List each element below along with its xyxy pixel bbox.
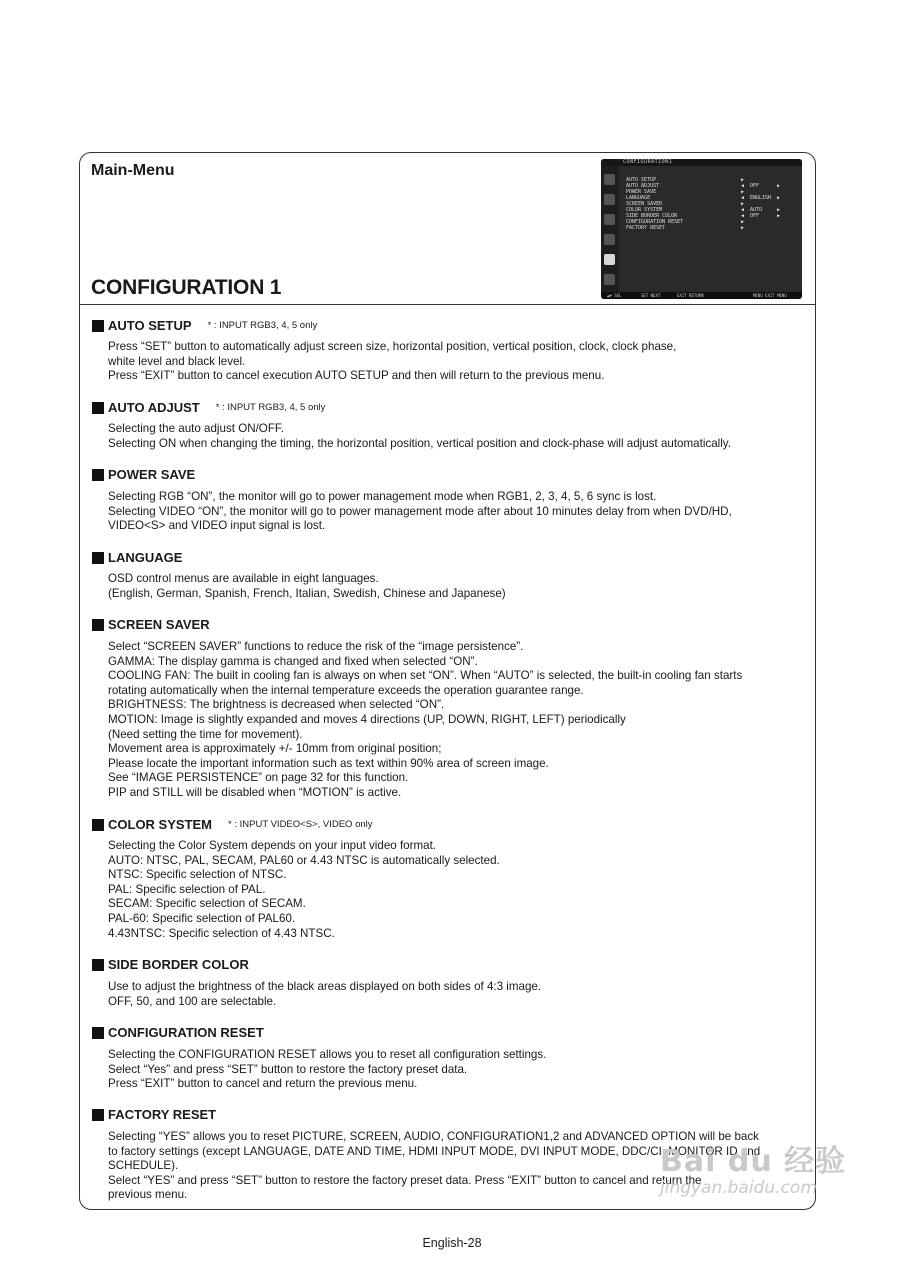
pip-icon bbox=[604, 234, 615, 245]
osd-row-label: AUTO SETUP bbox=[626, 177, 657, 183]
watermark-url: jingyan.baidu.com bbox=[660, 1178, 817, 1198]
body-line: 4.43NTSC: Specific selection of 4.43 NTSC. bbox=[108, 926, 335, 940]
section-title-text: POWER SAVE bbox=[108, 467, 196, 482]
body-line: Selecting VIDEO “ON”, the monitor will go to power management mode after about 10 minutes delay from when DVD/HD, bbox=[108, 504, 732, 518]
body-line: white level and black level. bbox=[108, 354, 246, 368]
bullet-square-icon bbox=[92, 959, 104, 971]
section-title-text: COLOR SYSTEM bbox=[108, 817, 213, 832]
body-line: OFF, 50, and 100 are selectable. bbox=[108, 994, 277, 1008]
body-line: AUTO: NTSC, PAL, SECAM, PAL60 or 4.43 NTSC is automatically selected. bbox=[108, 853, 500, 867]
osd-row-label: SIDE BORDER COLOR bbox=[626, 213, 678, 219]
section-note: * : INPUT RGB3, 4, 5 only bbox=[215, 402, 326, 413]
section-title-color-system bbox=[92, 817, 373, 832]
osd-row-label: SCREEN SAVER bbox=[626, 201, 663, 207]
body-line: VIDEO<S> and VIDEO input signal is lost. bbox=[108, 519, 326, 533]
section-body-power-save bbox=[108, 490, 798, 534]
section-title-text: FACTORY RESET bbox=[108, 1107, 217, 1122]
osd-row-arrow-icon: ▶ bbox=[741, 225, 745, 231]
osd-row-label: COLOR SYSTEM bbox=[626, 207, 663, 213]
section-title-text: LANGUAGE bbox=[108, 550, 183, 565]
osd-row-arrow-right-icon: ▶ bbox=[777, 195, 781, 201]
body-line: PAL-60: Specific selection of PAL60. bbox=[108, 911, 296, 925]
divider bbox=[80, 304, 816, 305]
bullet-square-icon bbox=[92, 320, 104, 332]
body-line: Selecting the Color System depends on your input video format. bbox=[108, 839, 437, 852]
osd-row-label: AUTO ADJUST bbox=[626, 183, 660, 189]
body-line: Selecting the CONFIGURATION RESET allows you to reset all configuration settings. bbox=[108, 1048, 547, 1061]
section-note: * : INPUT RGB3, 4, 5 only bbox=[207, 320, 318, 331]
section-title-screen-saver bbox=[92, 617, 210, 632]
advanced-option-icon bbox=[604, 274, 615, 285]
audio-icon bbox=[604, 214, 615, 225]
page-number: English-28 bbox=[422, 1236, 482, 1250]
section-body-language bbox=[108, 572, 798, 601]
bullet-square-icon bbox=[92, 619, 104, 631]
section-title-text: SIDE BORDER COLOR bbox=[108, 957, 249, 972]
body-line: Please locate the important information such as text within 90% area of screen image. bbox=[108, 756, 549, 770]
body-line: Press “EXIT” button to cancel execution AUTO SETUP and then will return to the previous menu. bbox=[108, 369, 605, 383]
body-line: Press “EXIT” button to cancel and return the previous menu. bbox=[108, 1077, 418, 1091]
body-line: Select “YES” and press “SET” button to restore the factory preset data. Press “EXIT” button to cancel and return the bbox=[108, 1173, 702, 1187]
section-title-text: AUTO SETUP bbox=[108, 318, 192, 333]
bullet-square-icon bbox=[92, 402, 104, 414]
body-line: (Need setting the time for movement). bbox=[108, 727, 303, 741]
section-title-factory-reset bbox=[92, 1107, 216, 1122]
body-line: Selecting RGB “ON”, the monitor will go to power management mode when RGB1, 2, 3, 4, 5, 6 sync is lost. bbox=[108, 490, 657, 503]
section-title-side-border-color bbox=[92, 957, 249, 972]
screen-icon bbox=[604, 194, 615, 205]
osd-row-arrow-right-icon: ▶ bbox=[777, 213, 781, 219]
section-title-power-save bbox=[92, 467, 195, 482]
bullet-square-icon bbox=[92, 1027, 104, 1039]
osd-row-arrow-icon: ◀ bbox=[741, 195, 745, 201]
section-body-screen-saver bbox=[108, 640, 798, 801]
section-body-auto-setup bbox=[108, 340, 798, 384]
body-line: BRIGHTNESS: The brightness is decreased when selected “ON”. bbox=[108, 698, 445, 712]
bullet-square-icon bbox=[92, 819, 104, 831]
osd-icon-column bbox=[601, 166, 619, 292]
configuration-icon bbox=[604, 254, 615, 265]
osd-screenshot bbox=[601, 159, 802, 299]
section-body-side-border-color bbox=[108, 980, 798, 1009]
section-body-color-system bbox=[108, 839, 798, 941]
section-title-configuration-reset bbox=[92, 1025, 264, 1040]
osd-row-arrow-icon: ▶ bbox=[741, 219, 745, 225]
osd-row-label: POWER SAVE bbox=[626, 189, 657, 195]
osd-row-arrow-icon: ▶ bbox=[741, 201, 745, 207]
bullet-square-icon bbox=[92, 552, 104, 564]
page-title: CONFIGURATION 1 bbox=[91, 276, 282, 299]
section-note: * : INPUT VIDEO<S>, VIDEO only bbox=[228, 819, 373, 830]
body-line: Movement area is approximately +/- 10mm from original position; bbox=[108, 742, 442, 756]
body-line: Select “Yes” and press “SET” button to restore the factory preset data. bbox=[108, 1062, 468, 1076]
osd-row-value: AUTO bbox=[750, 207, 763, 213]
watermark bbox=[660, 1136, 846, 1198]
body-line: MOTION: Image is slightly expanded and moves 4 directions (UP, DOWN, RIGHT, LEFT) periodically bbox=[108, 712, 626, 726]
body-line: Selecting ON when changing the timing, the horizontal position, vertical position and clock-phase will adjust automatically. bbox=[108, 436, 731, 450]
section-body-auto-adjust bbox=[108, 422, 798, 451]
bullet-square-icon bbox=[92, 469, 104, 481]
section-body-configuration-reset bbox=[108, 1048, 798, 1092]
bullet-square-icon bbox=[92, 1109, 104, 1121]
body-line: PAL: Specific selection of PAL. bbox=[108, 882, 266, 896]
body-line: previous menu. bbox=[108, 1188, 188, 1202]
osd-footer bbox=[601, 292, 802, 299]
osd-footer-sel: ▲▼ SEL bbox=[607, 293, 622, 298]
body-line: SCHEDULE). bbox=[108, 1159, 179, 1173]
watermark-logo: Bai du 经验 bbox=[660, 1144, 847, 1179]
body-line: OSD control menus are available in eight languages. bbox=[108, 572, 379, 585]
body-line: NTSC: Specific selection of NTSC. bbox=[108, 868, 287, 882]
osd-footer-exit: MENU EXIT MENU bbox=[753, 293, 787, 298]
body-line: Press “SET” button to automatically adjust screen size, horizontal position, vertical position, clock, clock phase, bbox=[108, 340, 677, 353]
osd-row-value: ENGLISH bbox=[750, 195, 772, 201]
body-line: See “IMAGE PERSISTENCE” on page 32 for this function. bbox=[108, 771, 409, 785]
osd-row-arrow-icon: ◀ bbox=[741, 183, 745, 189]
body-line: COOLING FAN: The built in cooling fan is always on when set “ON”. When “AUTO” is selected, the built-in cooling fan starts bbox=[108, 669, 743, 683]
body-line: (English, German, Spanish, French, Italian, Swedish, Chinese and Japanese) bbox=[108, 586, 506, 600]
body-line: Selecting the auto adjust ON/OFF. bbox=[108, 422, 284, 435]
osd-row-arrow-icon: ▶ bbox=[741, 189, 745, 195]
osd-footer-next: SET NEXT bbox=[641, 293, 661, 298]
osd-row-arrow-icon: ◀ bbox=[741, 207, 745, 213]
body-line: Select “SCREEN SAVER” functions to reduce the risk of the “image persistence”. bbox=[108, 640, 524, 653]
section-title-text: SCREEN SAVER bbox=[108, 617, 210, 632]
osd-row-value: OFF bbox=[750, 183, 760, 189]
body-line: PIP and STILL will be disabled when “MOTION” is active. bbox=[108, 785, 402, 799]
section-title-text: AUTO ADJUST bbox=[108, 400, 200, 415]
osd-row-label: FACTORY RESET bbox=[626, 225, 666, 231]
body-line: Selecting “YES” allows you to reset PICTURE, SCREEN, AUDIO, CONFIGURATION1,2 and ADVANCED OPTION will be back bbox=[108, 1130, 759, 1143]
osd-title: CONFIGURATION1 bbox=[623, 159, 673, 165]
section-title-text: CONFIGURATION RESET bbox=[108, 1025, 264, 1040]
section-title-language bbox=[92, 550, 182, 565]
osd-menu-row bbox=[626, 225, 796, 231]
section-title-auto-adjust bbox=[92, 400, 325, 415]
osd-row-label: LANGUAGE bbox=[626, 195, 651, 201]
body-line: GAMMA: The display gamma is changed and fixed when selected “ON”. bbox=[108, 654, 478, 668]
body-line: to factory settings (except LANGUAGE, DATE AND TIME, HDMI INPUT MODE, DVI INPUT MODE, DDC/CI, MONITOR ID and bbox=[108, 1144, 761, 1158]
osd-menu-rows bbox=[626, 177, 796, 231]
osd-row-arrow-icon: ◀ bbox=[741, 213, 745, 219]
osd-row-arrow-right-icon: ▶ bbox=[777, 207, 781, 213]
osd-footer-return: EXIT RETURN bbox=[677, 293, 704, 298]
osd-row-label: CONFIGURATION RESET bbox=[626, 219, 684, 225]
body-line: SECAM: Specific selection of SECAM. bbox=[108, 897, 306, 911]
osd-row-arrow-right-icon: ▶ bbox=[777, 183, 781, 189]
osd-row-arrow-icon: ▶ bbox=[741, 177, 745, 183]
body-line: rotating automatically when the internal temperature exceeds the operation guarantee range. bbox=[108, 683, 584, 697]
osd-row-value: OFF bbox=[750, 213, 760, 219]
main-menu-label: Main-Menu bbox=[91, 162, 175, 179]
picture-icon bbox=[604, 174, 615, 185]
section-title-auto-setup bbox=[92, 318, 317, 333]
body-line: Use to adjust the brightness of the black areas displayed on both sides of 4:3 image. bbox=[108, 980, 542, 993]
